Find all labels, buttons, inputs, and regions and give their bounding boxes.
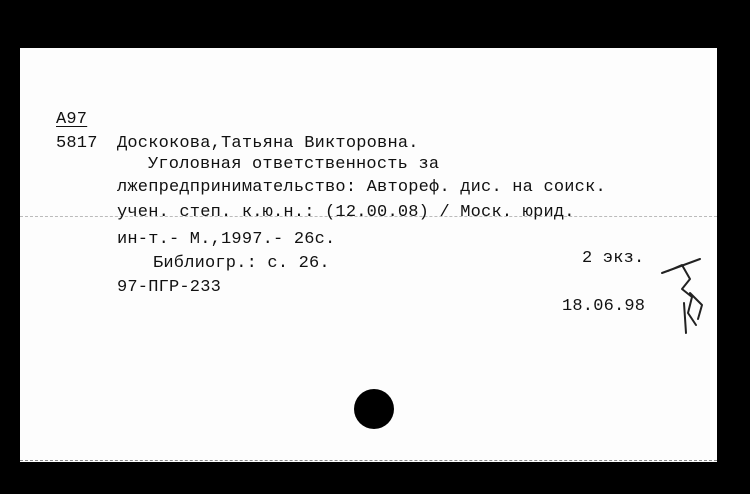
- punch-hole: [354, 389, 394, 429]
- bottom-edge-rule: [20, 460, 717, 461]
- catalog-card: [20, 48, 717, 462]
- inventory-number: 5817: [56, 134, 98, 153]
- author-heading: Доскокова,Татьяна Викторовна.: [117, 134, 419, 153]
- handwritten-signature: [660, 253, 708, 338]
- title-line-1: Уголовная ответственность за: [148, 155, 440, 174]
- accession-code: 97-ПГР-233: [117, 278, 222, 297]
- bibliography-note: Библиогр.: с. 26.: [153, 254, 330, 273]
- shelf-mark: А97: [56, 110, 88, 129]
- title-line-3: учен. степ. к.ю.н.: (12.00.08) / Моск. юрид.: [117, 203, 575, 222]
- copies-count: 2 экз.: [582, 249, 645, 268]
- date-stamp: 18.06.98: [562, 297, 646, 316]
- title-line-2: лжепредпринимательство: Автореф. дис. на соиск.: [117, 178, 606, 197]
- imprint-line: ин-т.- М.,1997.- 26с.: [117, 230, 336, 249]
